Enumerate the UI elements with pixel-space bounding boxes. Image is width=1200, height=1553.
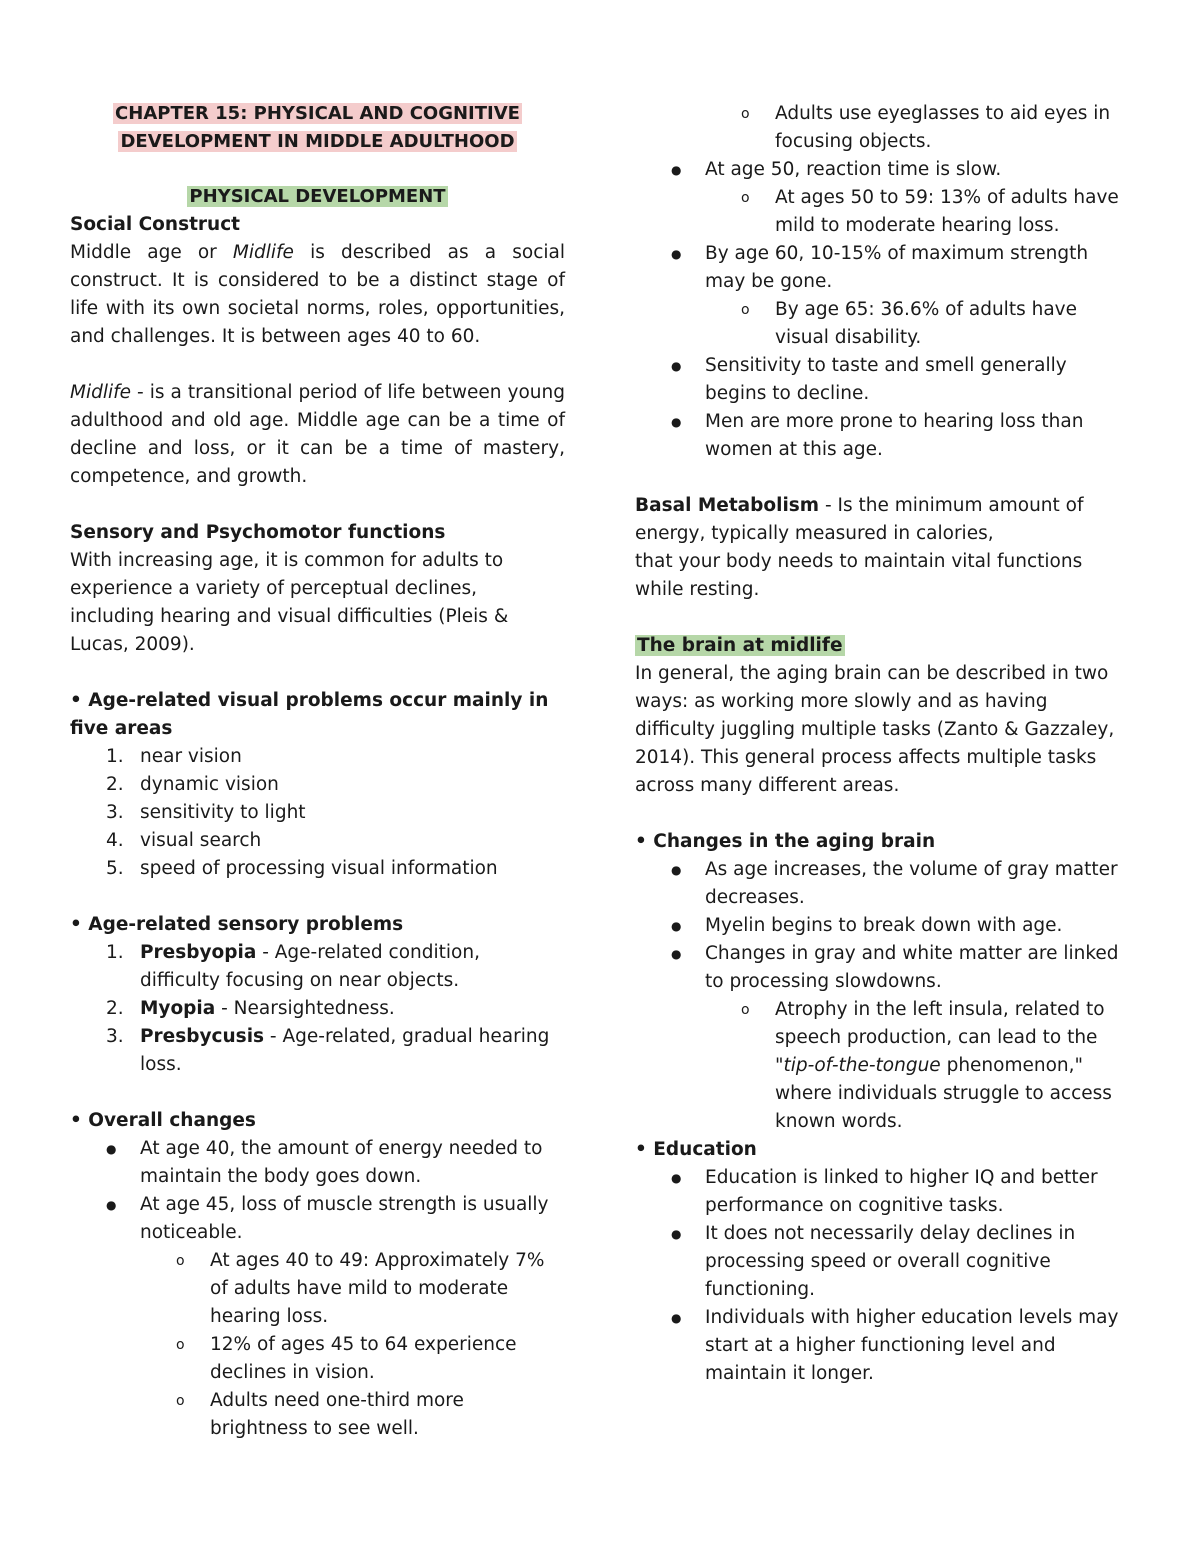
term-presbyopia: Presbyopia (140, 942, 257, 963)
list-text: At age 45, loss of muscle strength is usually noticeable. (140, 1194, 549, 1243)
list-text: - Age-related condition, difficulty focusing on near objects. (140, 942, 480, 991)
section-heading-physical (70, 183, 565, 211)
list-text: visual search (140, 830, 262, 851)
list-text: Changes in gray and white matter are linked to processing slowdowns. (705, 943, 1119, 992)
list-text: At age 40, the amount of energy needed to maintain the body goes down. (140, 1138, 543, 1187)
list-item (635, 1220, 1130, 1304)
bullet-icon: ● (671, 1227, 682, 1241)
circle-bullet-icon: o (176, 1337, 185, 1353)
overall-changes-list-continued (635, 100, 1130, 464)
midlife-definition: - is a transitional period of life between young adulthood and old age. Middle age can be a time of decline and loss, or it can be a time of mastery, competence, and growth. (70, 382, 565, 487)
term-myopia: Myopia (140, 998, 216, 1019)
list-text: near vision (140, 746, 242, 767)
list-item (70, 827, 565, 855)
list-text: Myelin begins to break down with age. (705, 915, 1063, 936)
social-construct-text-b: is described as a social construct. It is considered to be a distinct stage of life with its own societal norms, roles, opportunities, and challenges. It is between ages 40 to 60. (70, 242, 565, 347)
sub-list-item (70, 1387, 565, 1443)
list-item (70, 771, 565, 799)
list-number: 5. (106, 858, 124, 879)
right-column (635, 100, 1130, 1388)
midlife-term-2: Midlife (70, 382, 132, 403)
social-construct-heading: Social Construct (70, 214, 241, 235)
bullet-icon: ● (671, 919, 682, 933)
list-text: - Nearsightedness. (215, 998, 395, 1019)
list-item (70, 1191, 565, 1247)
list-text: Adults need one-third more brightness to see well. (210, 1390, 464, 1439)
list-text: Individuals with higher education levels may start at a higher functioning level and maintain it longer. (705, 1307, 1119, 1384)
sensory-paragraph: With increasing age, it is common for adults to experience a variety of perceptual declines, including hearing and visual difficulties (Pleis & Lucas, 2009). (70, 550, 509, 655)
list-item (635, 1164, 1130, 1220)
circle-bullet-icon: o (741, 1002, 750, 1018)
list-text: speed of processing visual information (140, 858, 498, 879)
overall-changes-heading: • Overall changes (70, 1110, 256, 1131)
basal-text-3: that your body needs to maintain vital functions while resting. (635, 551, 1083, 600)
sub-list-item (635, 996, 1130, 1136)
chapter-title (70, 100, 565, 156)
sensory-problems-heading: • Age-related sensory problems (70, 914, 404, 935)
bullet-icon: ● (671, 1311, 682, 1325)
midlife-paragraph (70, 379, 565, 491)
list-text: phenomenon," where individuals struggle to access known words. (775, 1055, 1112, 1132)
circle-bullet-icon: o (176, 1393, 185, 1409)
bullet-icon: ● (671, 247, 682, 261)
sensory-heading: Sensory and Psychomotor functions (70, 522, 446, 543)
list-item (635, 940, 1130, 996)
brain-paragraph: In general, the aging brain can be described in two ways: as working more slowly and as having difficulty juggling multiple tasks (Zanto & Gazzaley, 2014). This general process affects multiple tasks across many different areas. (635, 663, 1115, 796)
list-item (635, 912, 1130, 940)
list-item (70, 995, 565, 1023)
sub-list-item (635, 296, 1130, 352)
basal-text-2: energy, typically measured in calories, (635, 523, 994, 544)
list-item (635, 240, 1130, 296)
bullet-icon: ● (671, 1171, 682, 1185)
list-text: Sensitivity to taste and smell generally begins to decline. (705, 355, 1067, 404)
physical-development-label: PHYSICAL DEVELOPMENT (189, 186, 446, 207)
list-number: 1. (106, 746, 124, 767)
sub-list-item (635, 100, 1130, 156)
sub-list-item (635, 184, 1130, 240)
list-item (70, 939, 565, 995)
brain-midlife-heading (635, 632, 1130, 660)
bullet-icon: ● (671, 359, 682, 373)
list-text: dynamic vision (140, 774, 279, 795)
aging-brain-heading: • Changes in the aging brain (635, 831, 936, 852)
circle-bullet-icon: o (741, 190, 750, 206)
list-item (70, 855, 565, 883)
list-text: By age 65: 36.6% of adults have visual disability. (775, 299, 1077, 348)
circle-bullet-icon: o (741, 106, 750, 122)
list-number: 2. (106, 774, 124, 795)
social-construct-text-a: Middle age or (70, 242, 233, 263)
list-item (70, 743, 565, 771)
list-text: At ages 50 to 59: 13% of adults have mild to moderate hearing loss. (775, 187, 1119, 236)
list-item (635, 856, 1130, 912)
list-text: sensitivity to light (140, 802, 306, 823)
sub-list-item (70, 1331, 565, 1387)
bullet-icon: ● (106, 1198, 117, 1212)
list-item (70, 1023, 565, 1079)
basal-metabolism-term: Basal Metabolism (635, 495, 820, 516)
basal-text-1: - Is the minimum amount of (819, 495, 1084, 516)
list-number: 3. (106, 802, 124, 823)
bullet-icon: ● (671, 415, 682, 429)
list-text: It does not necessarily delay declines in processing speed or overall cognitive functioning. (705, 1223, 1076, 1300)
list-item (635, 156, 1130, 184)
sensory-problems-list (70, 939, 565, 1079)
brain-midlife-label: The brain at midlife (637, 635, 843, 656)
social-construct-paragraph (70, 239, 565, 351)
midlife-term: Midlife (232, 242, 294, 263)
list-number: 3. (106, 1026, 124, 1047)
education-list (635, 1164, 1130, 1388)
sub-list-item (70, 1247, 565, 1331)
list-number: 4. (106, 830, 124, 851)
list-item (635, 408, 1130, 464)
list-text: Education is linked to higher IQ and better performance on cognitive tasks. (705, 1167, 1098, 1216)
visual-problems-list (70, 743, 565, 883)
circle-bullet-icon: o (176, 1253, 185, 1269)
list-text: 12% of ages 45 to 64 experience declines in vision. (210, 1334, 517, 1383)
bullet-icon: ● (106, 1142, 117, 1156)
term-presbycusis: Presbycusis (140, 1026, 265, 1047)
list-text: Men are more prone to hearing loss than women at this age. (705, 411, 1084, 460)
circle-bullet-icon: o (741, 302, 750, 318)
bullet-icon: ● (671, 163, 682, 177)
list-number: 2. (106, 998, 124, 1019)
list-text: At age 50, reaction time is slow. (705, 159, 1002, 180)
chapter-title-line1: CHAPTER 15: PHYSICAL AND COGNITIVE (115, 103, 520, 124)
list-text: Adults use eyeglasses to aid eyes in focusing objects. (775, 103, 1111, 152)
overall-changes-list (70, 1135, 565, 1443)
visual-problems-heading: • Age-related visual problems occur mainly in five areas (70, 690, 549, 739)
list-item (635, 352, 1130, 408)
left-column (70, 100, 565, 1443)
list-text: At ages 40 to 49: Approximately 7% of adults have mild to moderate hearing loss. (210, 1250, 545, 1327)
list-item (70, 799, 565, 827)
list-text: By age 60, 10-15% of maximum strength may be gone. (705, 243, 1089, 292)
list-text: - Age-related, gradual hearing loss. (140, 1026, 550, 1075)
bullet-icon: ● (671, 863, 682, 877)
list-text: As age increases, the volume of gray matter decreases. (705, 859, 1118, 908)
list-item (70, 1135, 565, 1191)
aging-brain-list (635, 856, 1130, 1136)
tip-of-the-tongue-term: tip-of-the-tongue (783, 1055, 941, 1076)
education-heading: • Education (635, 1139, 757, 1160)
bullet-icon: ● (671, 947, 682, 961)
list-text: Atrophy in the left insula, related to speech production, can lead to the " (775, 999, 1105, 1076)
basal-metabolism-paragraph (635, 492, 1130, 604)
chapter-title-line2: DEVELOPMENT IN MIDDLE ADULTHOOD (120, 131, 515, 152)
list-item (635, 1304, 1130, 1388)
list-number: 1. (106, 942, 124, 963)
